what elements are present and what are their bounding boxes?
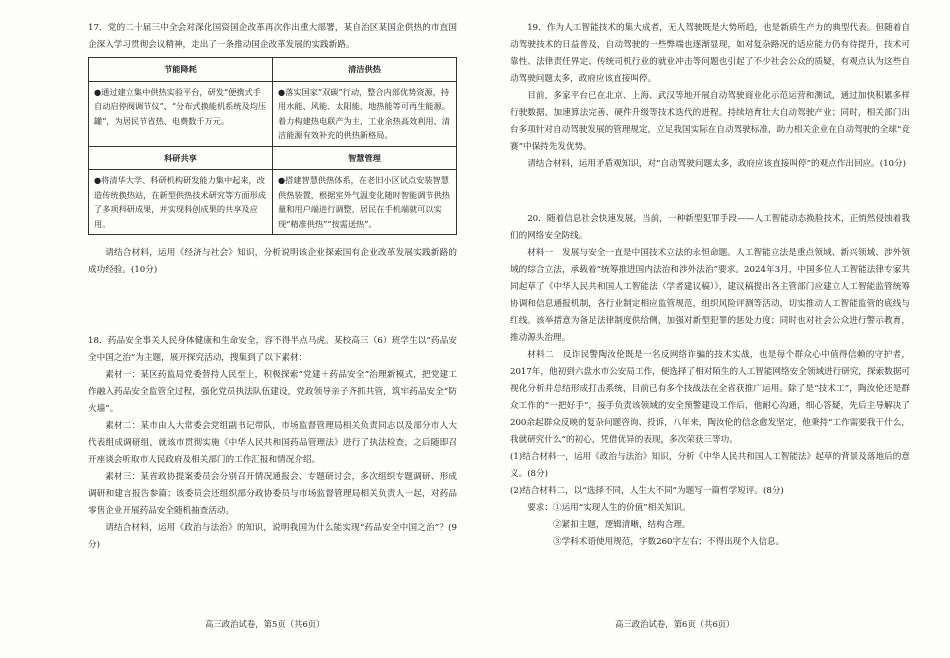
q19-paragraph-2: 目前，多家平台已在北京、上海、武汉等地开展自动驾驶商业化示范运营和测试，通过加快积累多样行驶数据，加速算法完善、硬件升级等技术迭代的进程。持续培育壮大自动驾驶产业；同时，相关部门出台多项针对自动驾驶发展的管理规定，立足我国实际在自动驾驶标准，助力相关企业在自动驾驶的全球“竞赛”中保持先发优势。 — [510, 91, 910, 152]
page-6 — [475, 0, 950, 658]
q19-ask: 请结合材料，运用矛盾观知识，对“自动驾驶问题太多，政府应该直接叫停”的观点作出回应。(10分) — [527, 159, 906, 169]
table-header-research: 科研共享 — [89, 146, 273, 170]
q17-ask: 请结合材料，运用《经济与社会》知识，分析说明该企业探索国有企业改革发展实践新路的成功经验。(10分) — [88, 248, 457, 275]
table-cell-clean-heat: ●落实国家“双碳”行动，整合内部优势资源，持用水能、风能、太阳能、地热能等可再生能源。着力构建热电联产为主，工业余热高效利用、清洁能源有效补充的供热新格局。 — [273, 81, 457, 146]
table-cell-energy: ●通过建立集中供热实验平台，研发“便携式手自动启停阀调节仪”、“分布式换能机系统及均压罐”，为居民节省热、电费数千万元。 — [89, 81, 273, 146]
q20-subquestion-2: (2)结合材料二，以“选择不同，人生大不同”为题写一篇哲学短评。(8分) — [510, 486, 784, 496]
q17-stem: 17．党的二十届三中全会对深化国资国企改革再次作出重大部署，某自治区某国企供热的市直国企深入学习贯彻会议精神，走出了一条推动国企改革发展的实践新路。 — [88, 23, 457, 50]
requirement-2: ②紧扣主题，逻辑清晰，结构合理。 — [553, 520, 691, 530]
footer-page-5: 高三政治试卷，第5页（共6页） — [205, 619, 325, 629]
q17-table — [88, 57, 457, 235]
table-cell-smart: ●搭建智慧供热体系，在老旧小区试点安装智慧供热装置，根据室外气温变化随时智能调节供热量和用户端进行调整，居民在手机端就可以实现“精准供热”“按需送热”。 — [273, 170, 457, 235]
footer-page-6: 高三政治试卷，第6页（共6页） — [615, 619, 735, 629]
requirement-1: 要求：①运用“实现人生的价值”相关知识。 — [527, 503, 691, 513]
q18-material-3: 素材三：某省政协提案委员会分别召开情况通报会、专题研讨会，多次组织专题调研、形成调研和建言报告参篇；该委员会还组织部分政协委员与市场监督管理局相关负责人一起，对药品零售企业开展药品安全随机抽查活动。 — [88, 472, 457, 516]
table-header-energy: 节能降耗 — [89, 58, 273, 82]
q20-material-1: 材料一 发展与安全一直是中国技术立法的永恒命题。人工智能立法是重点领域、新兴领域、涉外领域的综合立法，承载着“统筹推进国内法治和涉外法治”要求。2024年3月，中国多位人工智能法律专家共同起草了《中华人民共和国人工智能法（学者建议稿）》，建议稿提出各主管部门应建立人工智能监管统筹协调和信息通报机制，各行业制定相应监管规范，组织风险评测等活动，切实推动人工智能监管的底线与红线。该举措意为备足法律制度供给侧，加强对新型犯罪的惩处力度；同时也对社会公众进行警示教育，推动源头治理。 — [510, 248, 910, 343]
table-header-smart: 智慧管理 — [273, 146, 457, 170]
q20-subquestion-1: (1)结合材料一，运用《政治与法治》知识，分析《中华人民共和国人工智能法》起草的背景及落地后的意义。(8分) — [510, 452, 910, 479]
q20-material-2: 材料二 反诈民警陶汝伦既是一名反网络诈骗的技术实战，也是每个群众心中值得信赖的守护者，2017年，他初到六盘水市公安局工作，便选择了相对陌生的人工智能网络安全领域进行研究，探索数据可视化分析并总结形成打击系统，目前已有多个技战法在全省获推广运用。除了是“技术工”，陶汝伦还是群众工作的“一把好手”，接手负责该领域的安全预警建设工作后，他耐心沟通，细心答疑，先后主导解决了200余起群众反映的复杂问题咨询、投诉，八年来，陶汝伦的信念愈发坚定，他秉持“工作需要我干什么，我就研究什么”的初心，凭借优异的表现，多次荣获三等功。 — [510, 350, 910, 445]
q18-stem: 18．药品安全事关人民身体健康和生命安全，容不得半点马虎。某校高三（6）班学生以“药品安全中国之治”为主题，展开探究活动，搜集到了以下素材： — [88, 336, 457, 363]
q19-paragraph-1: 19．作为人工智能技术的集大成者，无人驾驶既是大势所趋，也是新质生产力的典型代表。但随着自动驾驶技术的日益普及，自动驾驶的一些弊端也逐渐显现，如对复杂路况的适应能力仍有待提升，技术可靠性、法律责任界定、传统司机行业的就业冲击等问题也引起了不少社会公众的质疑，有观点认为这些自动驾驶问题太多，政府应该直接叫停。 — [510, 23, 910, 84]
requirement-3: ③学科术语使用规范，字数260字左右；不得出现个人信息。 — [553, 537, 785, 547]
table-cell-research: ●将清华大学、科研机构研发能力集中起来，改造传统换热站，在新型供热技术研究等方面形成了多项科研成果，并实现科创成果的共享及应用。 — [89, 170, 273, 235]
q20-requirements — [510, 500, 910, 551]
q18-ask: 请结合材料，运用《政治与法治》的知识，说明我国为什么能实现“药品安全中国之治”？(9分) — [88, 523, 457, 550]
q18-material-1: 素材一：某区药监局党委替持人民至上，积极探索“党建＋药品安全”治理新模式，把党建工作融入药品安全监管全过程，强化党员执法队伍建设，党政领导亲子齐抓共管，筑牢药品安全“防火墙”。 — [88, 370, 457, 414]
q18-material-2: 素材二：某市由人大常委会党组副书记带队，市场监督管理局相关负责同志以及部分市人大代表组成调研组，就该市贯彻实施《中华人民共和国药品管理法》进行了执法检查，之后随即召开座谈会听取市人民政府及相关部门的工作汇报和情况介绍。 — [88, 421, 457, 465]
table-header-clean-heat: 清洁供热 — [273, 58, 457, 82]
q20-stem: 20．随着信息社会快速发展，当前，一种新型犯罪手段——人工智能动态换脸技术，正悄然侵蚀着我们的网络安全防线。 — [510, 214, 910, 241]
